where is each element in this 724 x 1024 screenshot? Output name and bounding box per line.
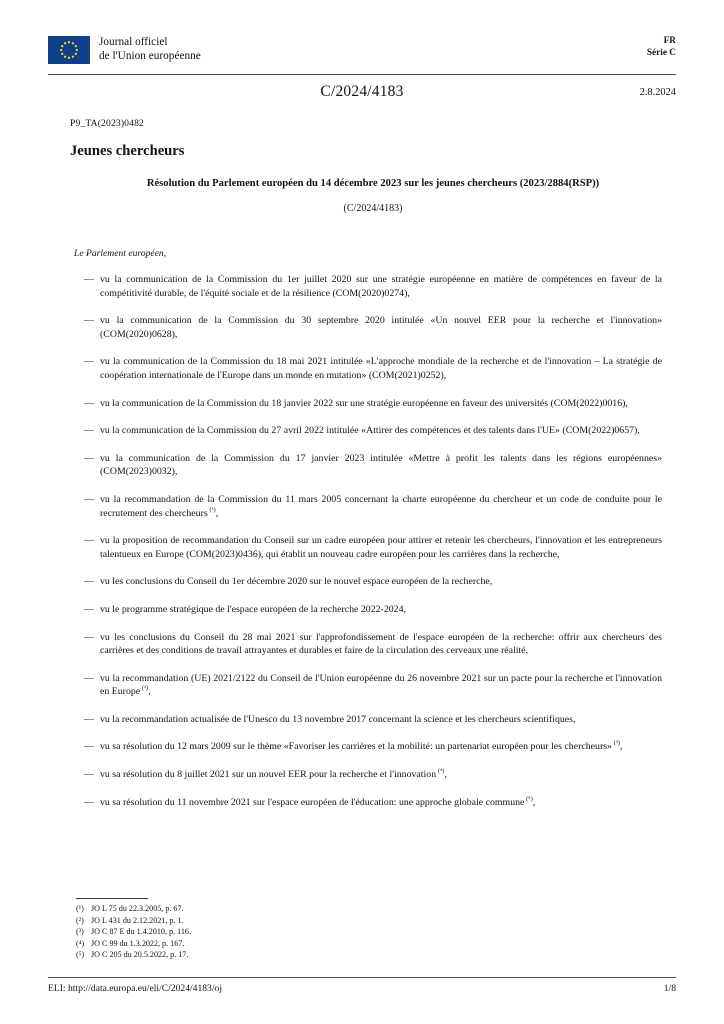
resolution-subtitle: Résolution du Parlement européen du 14 décembre 2023 sur les jeunes chercheurs (2023/2884(RSP))	[146, 178, 600, 189]
em-dash-marker: —	[84, 769, 94, 781]
em-dash-marker: —	[84, 576, 94, 588]
recital-text: vu la recommandation de la Commission du 11 mars 2005 concernant la charte européenne du chercheur et un code de conduite pour le recrutement des chercheurs $^{(^1)}$,	[100, 493, 662, 519]
footer-rule	[48, 977, 676, 978]
recital-item	[70, 796, 662, 810]
footnote-reference[interactable]: (⁴)	[436, 767, 445, 775]
em-dash-marker: —	[84, 493, 94, 505]
footnote-reference[interactable]: (³)	[611, 740, 621, 748]
recital-item	[70, 397, 662, 411]
recital-item	[70, 452, 662, 479]
footnote-text: JO L 75 du 22.3.2005, p. 67.	[91, 904, 184, 913]
recital-text: vu la proposition de recommandation du Conseil sur un cadre européen pour attirer et retenir les chercheurs, l'innovation et les entrepreneurs talentueux en Europe (COM(2023)0436), qui établit un nouveau cadre européen pour les carrières dans la recherche,	[100, 535, 662, 560]
footnote-item	[76, 949, 636, 961]
footnote-item	[76, 938, 636, 950]
masthead-language-series	[647, 36, 676, 59]
recital-list	[70, 273, 662, 809]
footnote-marker: (²)	[76, 915, 84, 925]
footnote-list	[76, 903, 636, 961]
footnote-reference[interactable]: (⁵)	[524, 795, 533, 803]
recital-item	[70, 273, 662, 300]
celex-reference: (C/2024/4183)	[343, 203, 403, 214]
recital-text: vu le programme stratégique de l'espace européen de la recherche 2022-2024,	[100, 603, 406, 615]
eu-flag-icon	[48, 36, 90, 64]
document-number-row	[48, 83, 676, 105]
recital-item	[70, 672, 662, 699]
footnote-reference[interactable]: (¹)	[207, 506, 216, 514]
publication-date: 2.8.2024	[639, 87, 676, 98]
recital-item	[70, 768, 662, 782]
document-body	[70, 247, 662, 823]
em-dash-marker: —	[84, 741, 94, 753]
recital-text: vu sa résolution du 11 novembre 2021 sur l'espace européen de l'éducation: une approche globale commune $^{(^5)}$,	[100, 795, 536, 808]
recital-text: vu la communication de la Commission du 30 septembre 2020 intitulée «Un nouvel EER pour la recherche et l'innovation» (COM(2020)0628),	[100, 315, 662, 340]
em-dash-marker: —	[84, 356, 94, 368]
recital-item	[70, 424, 662, 438]
document-number: C/2024/4183	[320, 83, 404, 100]
recital-item	[70, 603, 662, 617]
recital-text: vu la communication de la Commission du 17 janvier 2023 intitulée «Mettre à profit les talents dans les régions européennes» (COM(2023)0032),	[100, 452, 662, 478]
footnote-text: JO C 87 E du 1.4.2010, p. 116.	[91, 927, 191, 936]
em-dash-marker: —	[84, 397, 94, 409]
recital-item	[70, 314, 662, 341]
page-number: 1/8	[663, 983, 676, 994]
header-rule	[48, 74, 676, 75]
recital-text: vu sa résolution du 12 mars 2009 sur le thème «Favoriser les carrières et la mobilité: un partenariat européen pour les chercheurs» $^{(^3)}$,	[100, 740, 623, 753]
em-dash-marker: —	[84, 672, 94, 684]
em-dash-marker: —	[84, 535, 94, 547]
journal-title-line1: Journal officiel	[99, 36, 168, 49]
page-title: Jeunes chercheurs	[70, 143, 185, 159]
recital-text: vu la communication de la Commission du 27 avril 2022 intitulée «Attirer des compétences et des talents dans l'UE» (COM(2022)0657),	[100, 425, 640, 437]
page-footer	[48, 983, 676, 999]
recital-item	[70, 534, 662, 561]
recital-item	[70, 631, 662, 658]
recital-item	[70, 575, 662, 589]
em-dash-marker: —	[84, 315, 94, 327]
em-dash-marker: —	[84, 796, 94, 808]
masthead	[48, 36, 676, 72]
masthead-branding	[48, 36, 201, 64]
recital-item	[70, 713, 662, 727]
footnote-reference[interactable]: (²)	[140, 685, 149, 692]
journal-title	[99, 36, 201, 63]
em-dash-marker: —	[84, 713, 94, 725]
footnote-text: JO L 431 du 2.12.2021, p. 1.	[91, 915, 184, 925]
em-dash-marker: —	[84, 452, 94, 464]
footnote-text: JO C 205 du 20.5.2022, p. 17.	[91, 950, 189, 959]
eli-link[interactable]: ELI: http://data.europa.eu/eli/C/2024/4183/oj	[48, 983, 222, 994]
recital-text: vu les conclusions du Conseil du 28 mai 2021 sur l'approfondissement de l'espace européen de la recherche: offrir aux chercheurs des carrières et des conditions de travail attrayantes et durables et faire de la circulation des cerveaux une réalité,	[100, 631, 662, 657]
recital-text: vu la communication de la Commission du 1er juillet 2020 sur une stratégie européenne en matière de compétences en faveur de la compétitivité durable, de l'équité sociale et de la résilience (COM(2020)0274),	[100, 274, 662, 299]
recital-text: vu la recommandation (UE) 2021/2122 du Conseil de l'Union européenne du 26 novembre 2021 sur un pacte pour la recherche et l'innovation en Europe $^{(^2)}$,	[100, 672, 662, 698]
footnote-item	[76, 926, 636, 938]
recital-item	[70, 493, 662, 520]
em-dash-marker: —	[84, 603, 94, 615]
ta-reference: P9_TA(2023)0482	[70, 118, 144, 129]
footnote-item	[76, 903, 636, 915]
series-label: Série C	[646, 47, 676, 58]
recital-text: vu la communication de la Commission du 18 janvier 2022 sur une stratégie européenne en faveur des universités (COM(2022)0016),	[100, 397, 628, 409]
recital-text: vu les conclusions du Conseil du 1er décembre 2020 sur le nouvel espace européen de la recherche,	[100, 576, 493, 588]
footnote-marker: (⁴)	[76, 938, 85, 948]
footnote-marker: (⁵)	[76, 950, 85, 959]
footnote-text: JO C 99 du 1.3.2022, p. 167.	[91, 938, 185, 948]
footnote-separator	[76, 898, 148, 899]
lead-in-text: Le Parlement européen,	[74, 248, 167, 259]
recital-text: vu la communication de la Commission du 18 mai 2021 intitulée «L'approche mondiale de la recherche et de l'innovation – La stratégie de coopération internationale de l'Europe dans un monde en mutation» (COM(2021)0252),	[100, 356, 662, 381]
recital-item	[70, 740, 662, 754]
recital-text: vu sa résolution du 8 juillet 2021 sur un nouvel EER pour la recherche et l'innovation $^{(^4)}$,	[100, 767, 447, 781]
footnote-marker: (¹)	[76, 904, 84, 913]
em-dash-marker: —	[84, 425, 94, 437]
em-dash-marker: —	[84, 631, 94, 643]
journal-title-line2: de l'Union européenne	[99, 50, 201, 62]
em-dash-marker: —	[84, 274, 94, 285]
recital-item	[70, 355, 662, 382]
footnote-item	[76, 915, 636, 927]
language-code: FR	[663, 36, 676, 46]
recital-text: vu la recommandation actualisée de l'Unesco du 13 novembre 2017 concernant la science et les chercheurs scientifiques,	[100, 713, 576, 725]
footnote-marker: (³)	[76, 927, 84, 936]
